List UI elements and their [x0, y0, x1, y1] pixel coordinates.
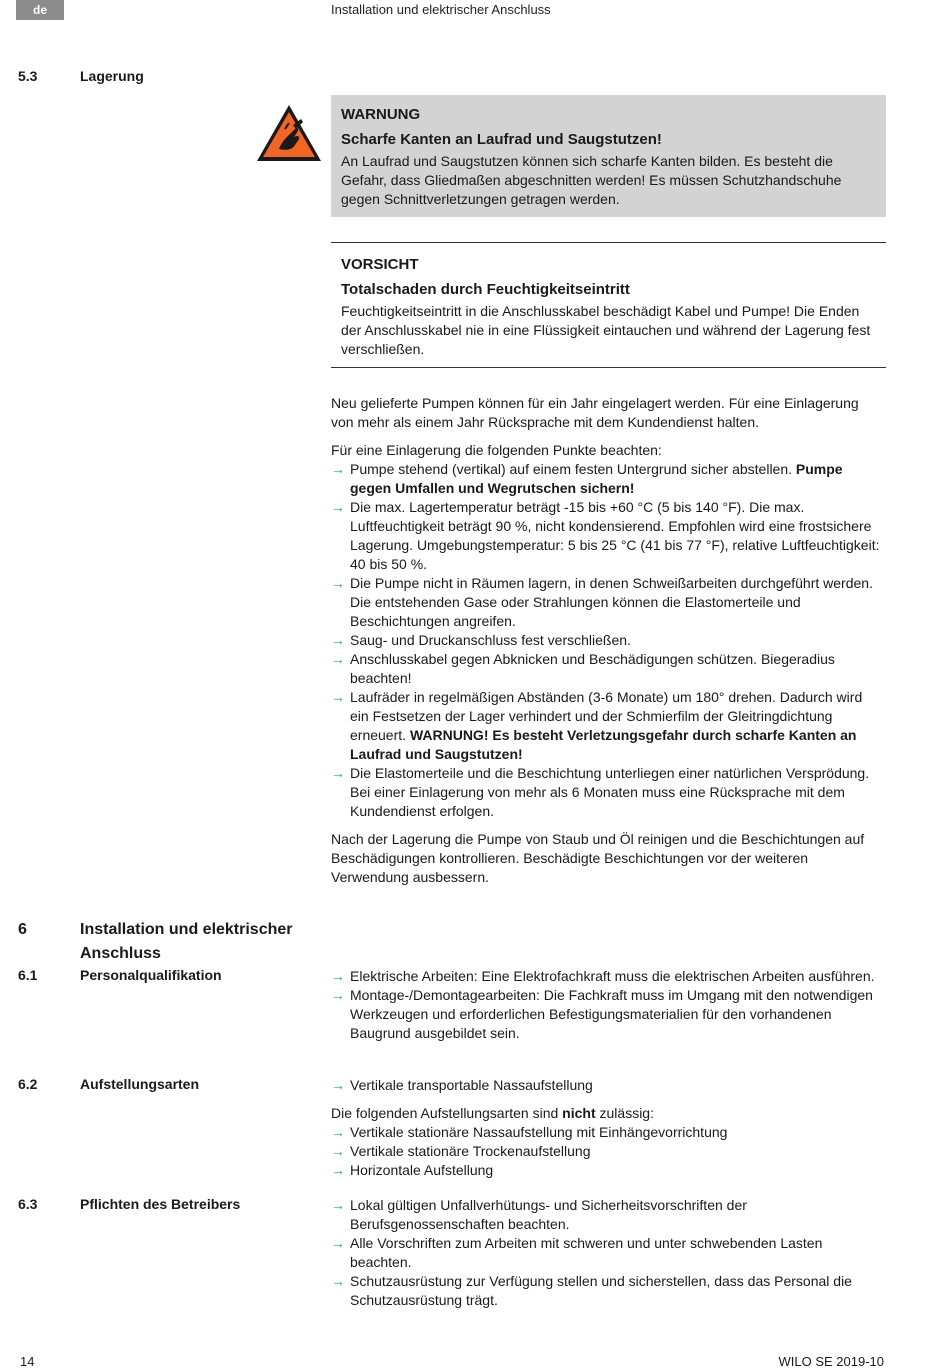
- list-item: → Horizontale Aufstellung: [331, 1162, 494, 1178]
- list-item: → Lokal gültigen Unfallverhütungs- und Sicherheitsvorschriften der Berufsgenossenschaften beachten.: [331, 1197, 747, 1232]
- list-item: → Anschlusskabel gegen Abknicken und Beschädigungen schützen. Biegeradius beachten!: [331, 651, 835, 686]
- chapter-title-6: Installation und elektrischer Anschluss: [80, 921, 293, 962]
- list-item: → Die max. Lagertemperatur beträgt -15 bis +60 °C (5 bis 140 °F). Die max. Luftfeuchtigkeit beträgt 90 %, nicht kondensierend. Empfohlen wird eine frostsichere Lagerung. Umgebungstemperatur: 5 bis 25 °C (41 bis 77 °F), relative Luftfeuchtigkeit: 40 bis 50 %.: [331, 499, 880, 572]
- list-item: → Pumpe stehend (vertikal) auf einem festen Untergrund sicher abstellen. Pumpe gegen Umfallen und Wegrutschen sichern!: [331, 461, 843, 496]
- personnel-list: [331, 967, 884, 1043]
- arrow-right-icon: →: [331, 1235, 345, 1251]
- list-item: → Schutzausrüstung zur Verfügung stellen und sicherstellen, dass das Personal die Schutzausrüstung trägt.: [331, 1273, 852, 1308]
- arrow-right-icon: →: [331, 1273, 345, 1289]
- section-title-6-3: Pflichten des Betreibers: [80, 1196, 241, 1212]
- section-title-6-1: Personalqualifikation: [80, 967, 222, 983]
- list-item: → Montage-/Demontagearbeiten: Die Fachkraft muss im Umgang mit den notwendigen Werkzeugen und erforderlichen Befestigungsmaterialien für den vorhandenen Baugrund ausgebildet sein.: [331, 987, 873, 1041]
- arrow-right-icon: →: [331, 765, 345, 781]
- not-allowed-intro: Die folgenden Aufstellungsarten sind nicht zulässig:: [331, 1105, 654, 1121]
- list-item: → Elektrische Arbeiten: Eine Elektrofachkraft muss die elektrischen Arbeiten ausführen.: [331, 968, 875, 984]
- list-item: → Alle Vorschriften zum Arbeiten mit schweren und unter schwebenden Lasten beachten.: [331, 1235, 823, 1270]
- list-item: → Saug- und Druckanschluss fest verschließen.: [331, 632, 631, 648]
- personnel-body: [331, 967, 884, 1043]
- section-number-6-1: 6.1: [18, 967, 38, 983]
- arrow-right-icon: →: [331, 461, 345, 477]
- section-title-6-2: Aufstellungsarten: [80, 1076, 200, 1092]
- arrow-right-icon: →: [331, 689, 345, 705]
- page-number: 14: [20, 1354, 35, 1369]
- list-item: → Vertikale stationäre Trockenaufstellung: [331, 1143, 591, 1159]
- operator-duties-list: [331, 1196, 884, 1310]
- warning-label: WARNUNG: [341, 106, 421, 123]
- operator-duties-body: [331, 1196, 884, 1310]
- arrow-right-icon: →: [331, 968, 345, 984]
- list-item: → Vertikale stationäre Nassaufstellung mit Einhängevorrichtung: [331, 1124, 728, 1140]
- caution-box: [331, 242, 886, 368]
- warning-box: [331, 95, 886, 217]
- not-allowed-types-list: [331, 1123, 884, 1180]
- caution-heading: Totalschaden durch Feuchtigkeitseintritt: [341, 281, 630, 298]
- list-item: → Laufräder in regelmäßigen Abständen (3-6 Monate) um 180° drehen. Dadurch wird ein Festsetzen der Lager verhindert und der Schmierfilm der Gleitringdichtung erneuert. WARNUNG! Es besteht Verletzungsgefahr durch scharfe Kanten an Laufrad und Saugstutzen!: [331, 689, 863, 762]
- list-item: → Die Pumpe nicht in Räumen lagern, in denen Schweißarbeiten durchgeführt werden. Die entstehenden Gase oder Strahlungen können die Elastomerteile und Beschichtungen angreifen.: [331, 575, 873, 629]
- warning-heading: Scharfe Kanten an Laufrad und Saugstutzen!: [341, 131, 662, 148]
- arrow-right-icon: →: [331, 651, 345, 667]
- storage-list-intro: Für eine Einlagerung die folgenden Punkte beachten:: [331, 442, 662, 458]
- list-item: → Die Elastomerteile und die Beschichtung unterliegen einer natürlichen Versprödung. Bei einer Einlagerung von mehr als 6 Monaten muss eine Rücksprache mit dem Kundendienst erfolgen.: [331, 765, 870, 819]
- section-number-6-3: 6.3: [18, 1196, 38, 1212]
- arrow-right-icon: →: [331, 1077, 345, 1093]
- arrow-right-icon: →: [331, 575, 345, 591]
- language-tab: de: [16, 0, 64, 20]
- cut-hazard-warning-icon: [255, 103, 323, 163]
- list-item: → Vertikale transportable Nassaufstellung: [331, 1077, 593, 1093]
- publisher-footer: WILO SE 2019-10: [778, 1354, 884, 1369]
- storage-intro: Neu gelieferte Pumpen können für ein Jahr eingelagert werden. Für eine Einlagerung von mehr als einem Jahr Rücksprache mit dem Kundendienst halten.: [331, 395, 859, 430]
- section-number-6-2: 6.2: [18, 1076, 38, 1092]
- allowed-types-list: [331, 1076, 884, 1095]
- arrow-right-icon: →: [331, 1162, 345, 1178]
- storage-list: [331, 460, 884, 821]
- arrow-right-icon: →: [331, 632, 345, 648]
- chapter-number-6: 6: [18, 921, 27, 938]
- arrow-right-icon: →: [331, 1143, 345, 1159]
- arrow-right-icon: →: [331, 1124, 345, 1140]
- caution-text: Feuchtigkeitseintritt in die Anschlusskabel beschädigt Kabel und Pumpe! Die Enden der Anschlusskabel nie in eine Flüssigkeit eintauchen und während der Lagerung fest verschließen.: [341, 303, 871, 357]
- arrow-right-icon: →: [331, 1197, 345, 1213]
- installation-types-body: [331, 1076, 884, 1180]
- section-number-5-3: 5.3: [18, 68, 38, 84]
- caution-label: VORSICHT: [341, 256, 419, 273]
- running-header: Installation und elektrischer Anschluss: [331, 2, 551, 17]
- storage-body: [331, 394, 884, 887]
- section-title-5-3: Lagerung: [80, 68, 144, 84]
- warning-text: An Laufrad und Saugstutzen können sich scharfe Kanten bilden. Es besteht die Gefahr, dass Gliedmaßen abgeschnitten werden! Es müssen Schutzhandschuhe gegen Schnittverletzungen getragen werden.: [341, 153, 842, 207]
- storage-outro: Nach der Lagerung die Pumpe von Staub und Öl reinigen und die Beschichtungen auf Beschädigungen kontrollieren. Beschädigte Beschichtungen vor der weiteren Verwendung ausbessern.: [331, 831, 865, 885]
- arrow-right-icon: →: [331, 987, 345, 1003]
- arrow-right-icon: →: [331, 499, 345, 515]
